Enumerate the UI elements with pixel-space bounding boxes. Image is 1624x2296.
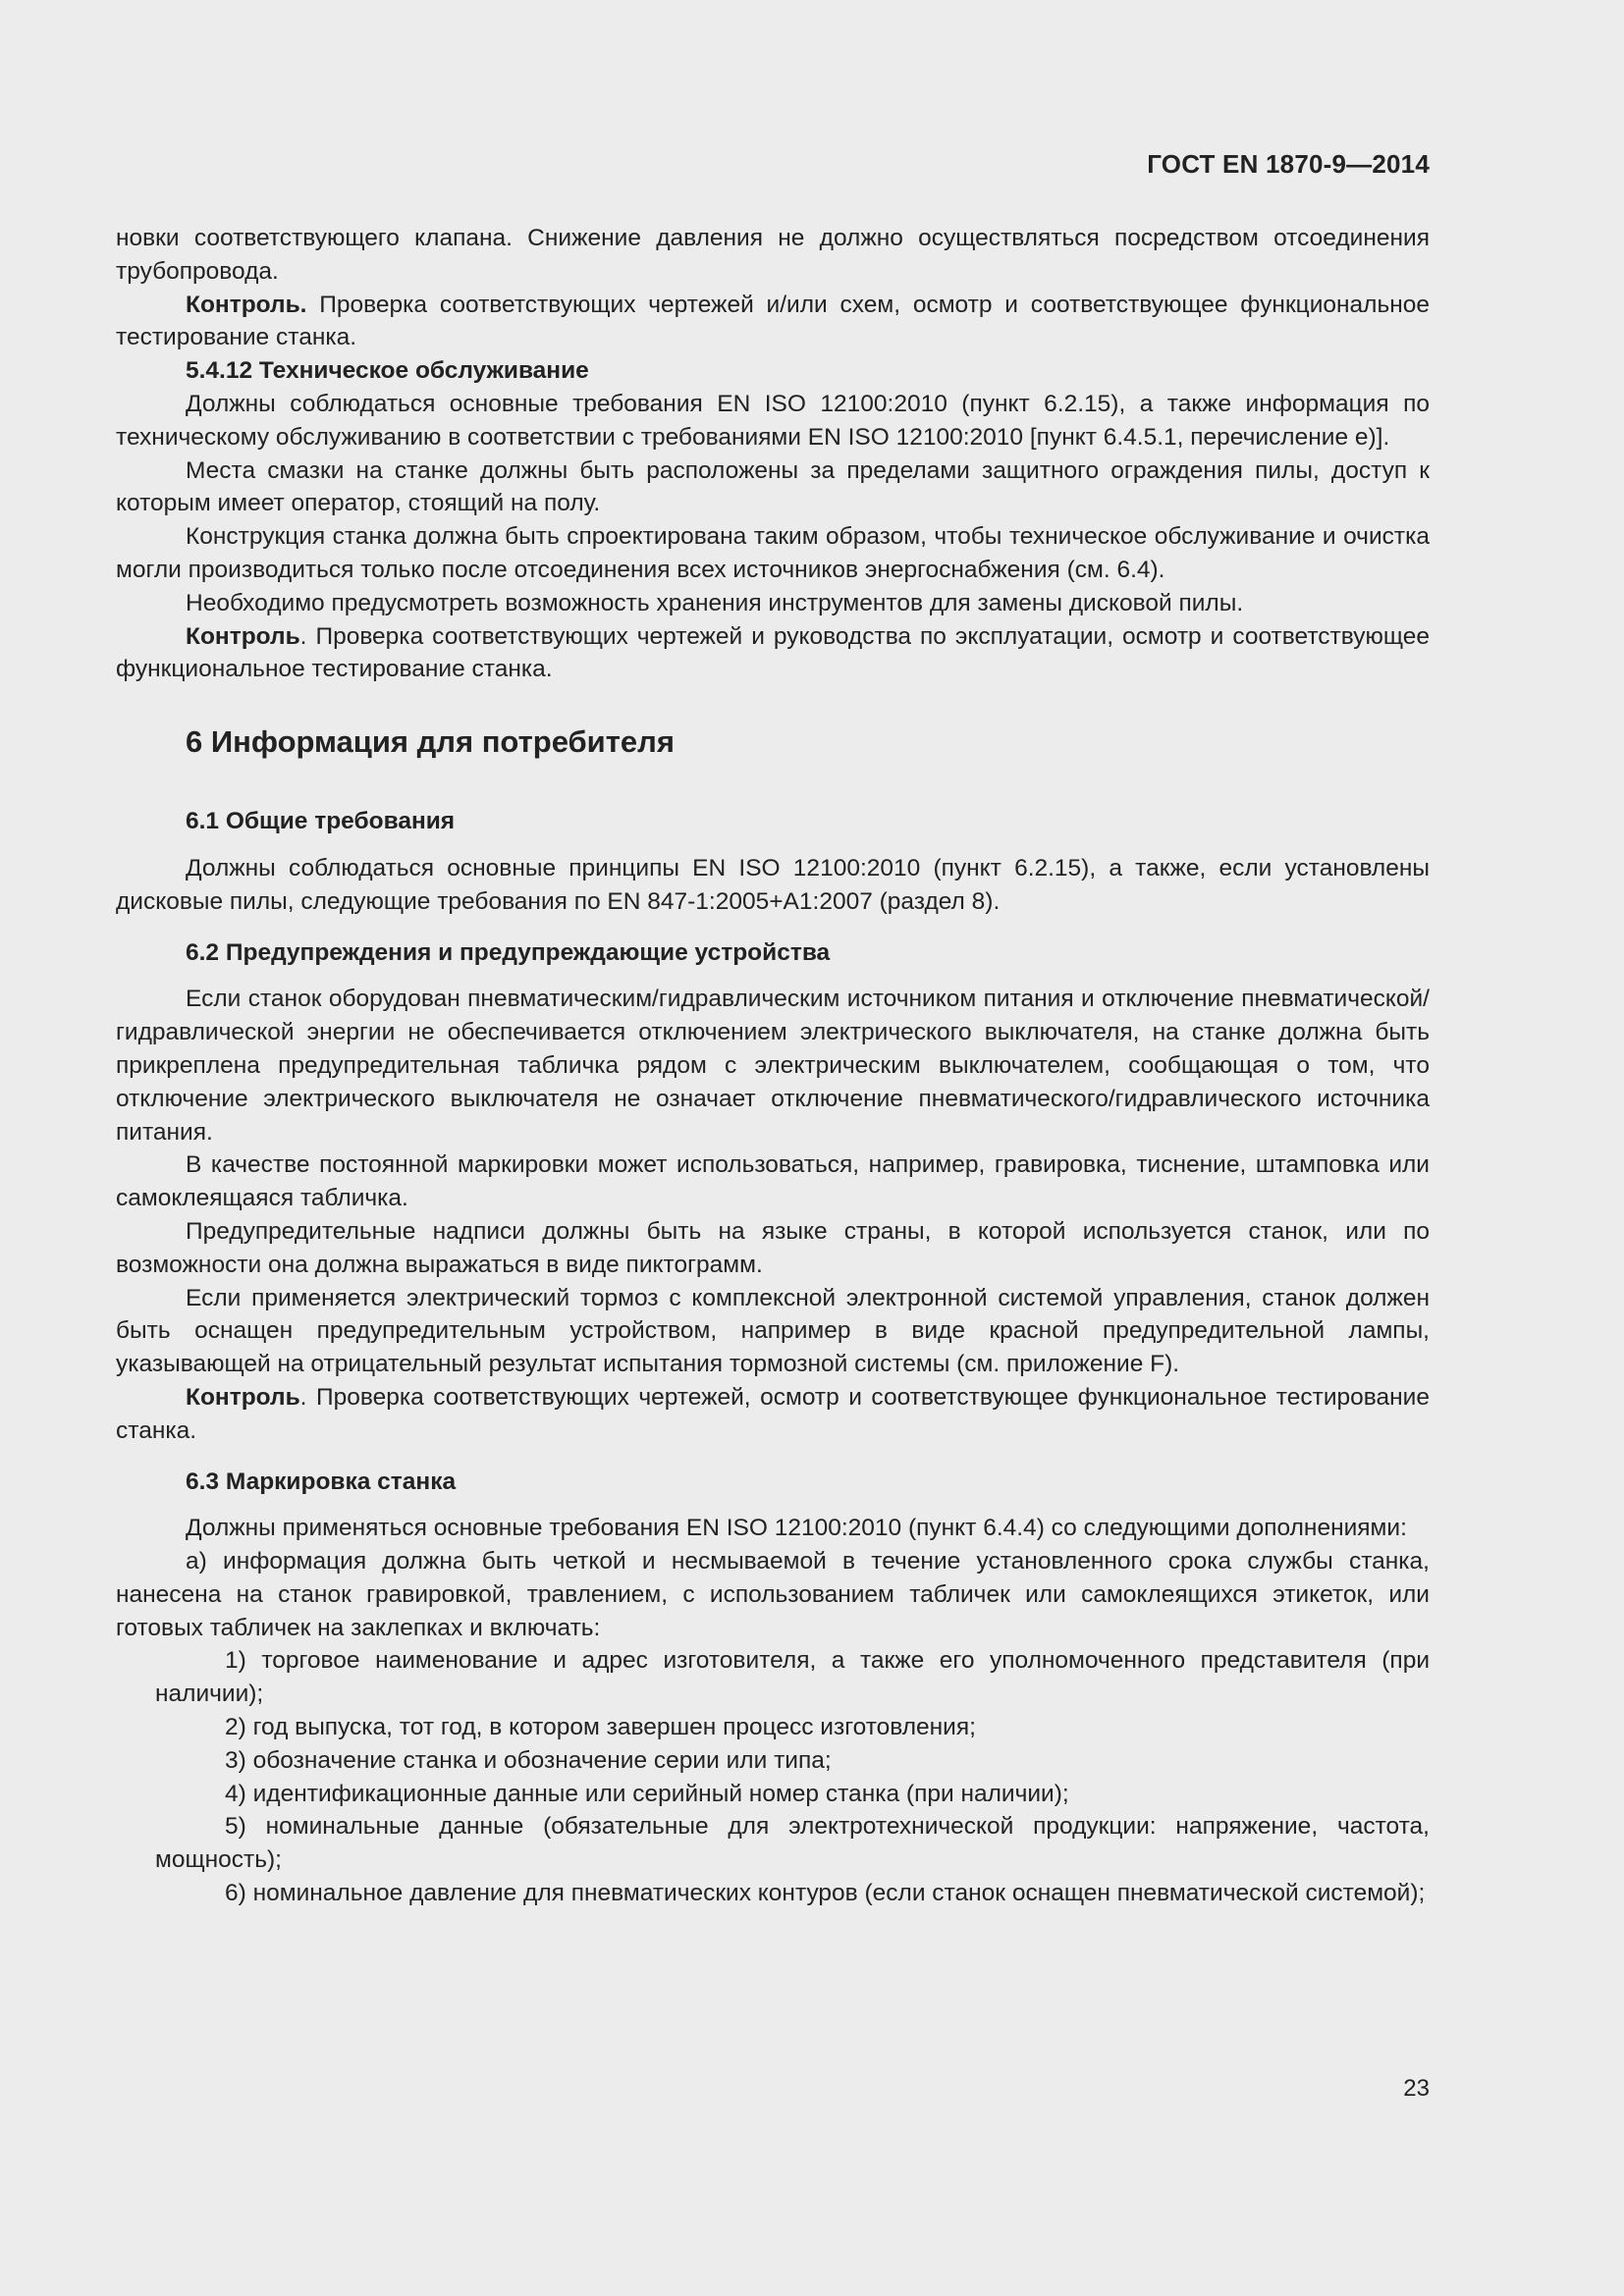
paragraph: Должны применяться основные требования EN ISO 12100:2010 (пункт 6.4.4) со следующими дополнениями:	[186, 1515, 1407, 1542]
section-heading-6: 6 Информация для потребителя	[186, 724, 675, 760]
page-number: 23	[1403, 2075, 1430, 2102]
list-item-a: а) информация должна быть четкой и несмываемой в течение установленного срока службы станка, нанесена на станок гравировкой, травлением, с использованием табличек или самоклеящихся этикеток, или готовых табличек на заклепках и включать:	[116, 1548, 1430, 1641]
document-body	[116, 222, 1430, 1910]
paragraph: В качестве постоянной маркировки может использоваться, например, гравировка, тиснение, штамповка или самоклеящаяся табличка.	[116, 1151, 1430, 1212]
paragraph: Места смазки на станке должны быть расположены за пределами защитного ограждения пилы, доступ к которым имеет оператор, стоящий на полу.	[116, 456, 1430, 517]
paragraph: Должны соблюдаться основные требования EN ISO 12100:2010 (пункт 6.2.15), а также информация по техническому обслуживанию в соответствии с требованиями EN ISO 12100:2010 [пункт 6.4.5.1, перечисление е)].	[116, 390, 1430, 451]
numbered-list-item: 4) идентификационные данные или серийный номер станка (при наличии);	[225, 1780, 1069, 1807]
paragraph: Если станок оборудован пневматическим/гидравлическим источником питания и отключение пневматической/гидравлической энергии не обеспечивается отключением электрического выключателя, на станке должна быть прикреплена предупредительная табличка рядом с электрическим выключателем, сообщающая о том, что отключение электрического выключателя не означает отключение пневматического/гидравлического источника питания.	[116, 986, 1430, 1146]
paragraph: Необходимо предусмотреть возможность хранения инструментов для замены дисковой пилы.	[186, 589, 1244, 616]
control-text: . Проверка соответствующих чертежей, осмотр и соответствующее функциональное тестирование станка.	[116, 1383, 1430, 1444]
subsection-heading-6-2: 6.2 Предупреждения и предупреждающие устройства	[186, 938, 831, 966]
numbered-list-item: 5) номинальные данные (обязательные для электротехнической продукции: напряжение, частота, мощность);	[155, 1813, 1430, 1874]
control-paragraph	[116, 289, 1430, 355]
numbered-list-item: 2) год выпуска, тот год, в котором завершен процесс изготовления;	[225, 1714, 976, 1741]
document-code-header: ГОСТ EN 1870-9—2014	[1147, 149, 1430, 179]
control-paragraph	[116, 1381, 1430, 1448]
paragraph: Если применяется электрический тормоз с комплексной электронной системой управления, станок должен быть оснащен предупредительным устройством, например в виде красной предупредительной лампы, указывающей на отрицательный результат испытания тормозной системы (см. приложение F).	[116, 1284, 1430, 1378]
control-text: Проверка соответствующих чертежей и/или схем, осмотр и соответствующее функциональное тестирование станка.	[116, 291, 1430, 351]
paragraph: Должны соблюдаться основные принципы EN ISO 12100:2010 (пункт 6.2.15), а также, если установлены дисковые пилы, следующие требования по EN 847-1:2005+A1:2007 (раздел 8).	[116, 854, 1430, 915]
subsection-heading-5-4-12: 5.4.12 Техническое обслуживание	[186, 357, 589, 385]
paragraph: Конструкция станка должна быть спроектирована таким образом, чтобы техническое обслуживание и очистка могли производиться только после отсоединения всех источников энергоснабжения (см. 6.4).	[116, 523, 1430, 583]
paragraph: Предупредительные надписи должны быть на языке страны, в которой используется станок, или по возможности она должна выражаться в виде пиктограмм.	[116, 1217, 1430, 1278]
control-label: Контроль	[186, 1383, 300, 1411]
numbered-list-item: 3) обозначение станка и обозначение серии или типа;	[225, 1746, 832, 1774]
control-label: Контроль	[186, 622, 300, 650]
subsection-heading-6-3: 6.3 Маркировка станка	[186, 1468, 457, 1495]
control-paragraph	[116, 620, 1430, 687]
control-text: . Проверка соответствующих чертежей и руководства по эксплуатации, осмотр и соответствующее функциональное тестирование станка.	[116, 622, 1430, 683]
subsection-heading-6-1: 6.1 Общие требования	[186, 808, 456, 835]
numbered-list-item: 6) номинальное давление для пневматических контуров (если станок оснащен пневматической системой);	[225, 1880, 1426, 1907]
control-label: Контроль.	[186, 291, 307, 318]
paragraph-continuation: новки соответствующего клапана. Снижение давления не должно осуществляться посредством отсоединения трубопровода.	[116, 225, 1430, 285]
numbered-list-item: 1) торговое наименование и адрес изготовителя, а также его уполномоченного представителя (при наличии);	[155, 1647, 1430, 1708]
